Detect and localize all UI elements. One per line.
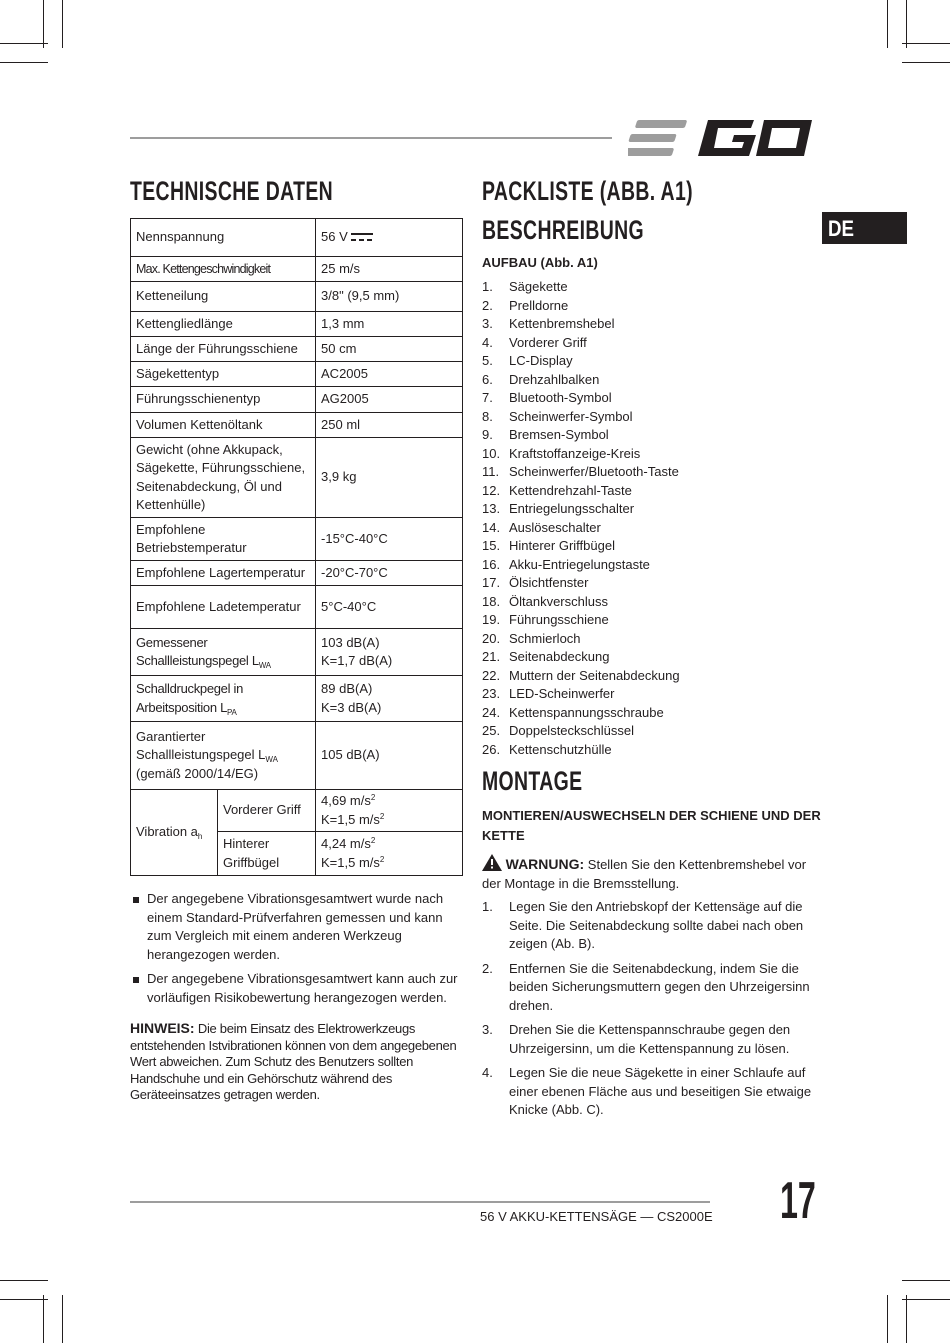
- list-item-label: Führungsschiene: [509, 612, 609, 627]
- list-item-number: 14.: [482, 519, 501, 535]
- table-row: [131, 438, 463, 518]
- list-item-number: 5.: [482, 353, 493, 368]
- table-row: [131, 676, 463, 722]
- spec-label: Sägekettentyp: [131, 362, 316, 387]
- spec-value: 5°C-40°C: [316, 586, 463, 629]
- vibration-front-label: Vorderer Griff: [218, 790, 316, 832]
- spec-value: 103 dB(A) K=1,7 dB(A): [316, 629, 463, 676]
- table-row: [131, 312, 463, 337]
- list-item: [482, 352, 680, 371]
- list-item-label: Kettendrehzahl-Taste: [509, 482, 632, 498]
- spec-value: 25 m/s: [316, 257, 463, 282]
- list-item: [482, 611, 680, 630]
- list-item: [482, 426, 680, 445]
- list-item-label: LED-Scheinwerfer: [509, 686, 615, 701]
- list-item-label: Bluetooth-Symbol: [509, 390, 612, 405]
- list-item-number: 12.: [482, 482, 501, 498]
- step-number: 3.: [482, 1022, 493, 1037]
- list-item: [482, 704, 680, 723]
- spec-value: 1,3 mm: [316, 312, 463, 337]
- list-item: [482, 537, 680, 556]
- list-item-number: 20.: [482, 630, 501, 646]
- spec-label: Kettengliedlänge: [131, 312, 316, 337]
- spec-label: Empfohlene Betriebstemperatur: [131, 518, 316, 561]
- list-item-number: 6.: [482, 371, 493, 387]
- list-item: [482, 408, 680, 427]
- list-item: [482, 278, 680, 297]
- description-title: BESCHREIBUNG: [482, 215, 645, 245]
- table-row: [131, 790, 463, 832]
- vibration-label: Vibration $a_h$: [131, 790, 218, 876]
- technical-data-title: TECHNISCHE DATEN: [130, 176, 334, 206]
- list-item-label: Vorderer Griff: [509, 334, 587, 350]
- parts-list: [482, 278, 680, 759]
- list-item: Der angegebene Vibrationsgesamtwert kann auch zur vorläufigen Risikobewertung herangezogen werden.: [130, 970, 465, 1007]
- table-row: [131, 561, 463, 586]
- list-item: [482, 630, 680, 649]
- footer-rule: [130, 1201, 710, 1203]
- list-item-label: Kettenbremshebel: [509, 316, 615, 331]
- step-number: 1.: [482, 899, 493, 914]
- spec-label: Gemessener Schallleistungspegel $L_{WA}$: [131, 629, 316, 676]
- warning-paragraph: [482, 854, 812, 893]
- spec-label: Volumen Kettenöltank: [131, 413, 316, 438]
- bullet-square-icon: [133, 977, 139, 983]
- spec-value: -20°C-70°C: [316, 561, 463, 586]
- list-item: [482, 722, 680, 741]
- list-item-number: 4.: [482, 334, 493, 350]
- list-item-label: Ölsichtfenster: [509, 575, 589, 590]
- list-item: [482, 667, 680, 686]
- table-row: [131, 586, 463, 629]
- warning-label: WARNUNG:: [505, 856, 585, 872]
- list-item-label: Seitenabdeckung: [509, 649, 610, 664]
- spec-label: Nennspannung: [131, 219, 316, 257]
- spec-table: [130, 218, 463, 876]
- list-item-number: 25.: [482, 723, 501, 738]
- ego-logo: [628, 118, 814, 158]
- list-item-label: Akku-Entriegelungstaste: [509, 556, 650, 572]
- table-row: [131, 362, 463, 387]
- list-item-number: 15.: [482, 538, 501, 553]
- list-item: [482, 648, 680, 667]
- step-number: 2.: [482, 960, 493, 976]
- spec-label: Führungsschienentyp: [131, 387, 316, 413]
- note-text: Die beim Einsatz des Elektrowerkzeugs entstehenden Istvibrationen können von dem angegebenen Wert abweichen. Zum Schutz des Benutzers sollten Handschuhe und ein Gehörschutz während des Geräteeinsatzes getragen werden.: [130, 1021, 457, 1102]
- packing-list-title: PACKLISTE (ABB. A1): [482, 176, 693, 206]
- language-tab-label: DE: [828, 216, 854, 241]
- spec-value: 4,24 $m/s^2$ K=1,5 $m/s^2$: [316, 832, 463, 876]
- list-item: [482, 389, 680, 408]
- vibration-notes: [130, 890, 465, 1013]
- list-item: [482, 334, 680, 353]
- spec-label: Max. Kettengeschwindigkeit: [131, 257, 316, 282]
- list-item: [482, 500, 680, 519]
- list-item-label: Kettenspannungsschraube: [509, 704, 664, 720]
- table-row: [131, 387, 463, 413]
- step-number: 4.: [482, 1065, 493, 1080]
- spec-label: Garantierter Schallleistungspegel $L_{WA}$ (gemäß 2000/14/EG): [131, 722, 316, 790]
- spec-value: 3/8" (9,5 mm): [316, 282, 463, 312]
- list-item-number: 9.: [482, 427, 493, 442]
- table-row: [131, 413, 463, 438]
- spec-label: Empfohlene Lagertemperatur: [131, 561, 316, 586]
- step-item: [482, 1021, 814, 1058]
- step-text: Drehen Sie die Kettenspannschraube gegen den Uhrzeigersinn, um die Kettenspannung zu lösen.: [509, 1022, 791, 1056]
- list-item-label: LC-Display: [509, 353, 573, 368]
- table-row: [131, 629, 463, 676]
- step-text: Legen Sie den Antriebskopf der Kettensäge auf die Seite. Die Seitenabdeckung sollte dabei nach oben zeigen (Ab. B).: [509, 899, 804, 951]
- list-item-label: Bremsen-Symbol: [509, 427, 609, 442]
- list-item: [482, 741, 680, 760]
- list-item-label: Hinterer Griffbügel: [509, 538, 615, 553]
- montage-title: MONTAGE: [482, 766, 583, 796]
- list-item-number: 10.: [482, 445, 501, 461]
- list-item-number: 26.: [482, 741, 501, 757]
- list-item: [482, 371, 680, 390]
- table-row: [131, 337, 463, 362]
- spec-label: Gewicht (ohne Akkupack, Sägekette, Führungsschiene, Seitenabdeckung, Öl und Kettenhülle): [131, 438, 316, 518]
- list-item-label: Öltankverschluss: [509, 593, 608, 609]
- list-item-label: Prelldorne: [509, 297, 569, 313]
- warning-text: Stellen Sie den Kettenbremshebel vor der Montage in die Bremsstellung.: [482, 857, 807, 891]
- footer-product: 56 V AKKU-KETTENSÄGE — CS2000E: [480, 1209, 713, 1224]
- spec-label: Ketteneilung: [131, 282, 316, 312]
- step-item: [482, 1064, 814, 1120]
- spec-value: 105 dB(A): [316, 722, 463, 790]
- list-item: Der angegebene Vibrationsgesamtwert wurde nach einem Standard-Prüfverfahren gemessen und kann zum Vergleich mit einem anderen Werkzeug herangezogen werden.: [130, 890, 465, 964]
- spec-value: 3,9 kg: [316, 438, 463, 518]
- list-item-label: Sägekette: [509, 279, 568, 294]
- list-item-number: 2.: [482, 297, 493, 313]
- spec-value: AC2005: [316, 362, 463, 387]
- bullet-square-icon: [133, 897, 139, 903]
- list-item-label: Muttern der Seitenabdeckung: [509, 667, 680, 683]
- list-item-number: 18.: [482, 593, 501, 609]
- list-item-number: 3.: [482, 316, 493, 331]
- list-item-label: Auslöseschalter: [509, 519, 601, 535]
- spec-value: 56 V: [316, 219, 463, 257]
- warning-icon: [482, 854, 502, 871]
- note-paragraph: [130, 1020, 465, 1104]
- list-item: [482, 574, 680, 593]
- list-item-number: 24.: [482, 704, 501, 720]
- step-item: [482, 898, 814, 954]
- spec-value: -15°C-40°C: [316, 518, 463, 561]
- list-item: [482, 482, 680, 501]
- list-item: [482, 315, 680, 334]
- list-item-number: 1.: [482, 279, 493, 294]
- header-rule: [130, 137, 612, 139]
- list-item-number: 21.: [482, 649, 501, 664]
- spec-value: 89 dB(A) K=3 dB(A): [316, 676, 463, 722]
- spec-label: Empfohlene Ladetemperatur: [131, 586, 316, 629]
- montage-steps: [482, 898, 814, 1126]
- list-item: [482, 556, 680, 575]
- note-label: HINWEIS:: [130, 1020, 195, 1036]
- list-item: [482, 463, 680, 482]
- list-item-number: 11.: [482, 464, 500, 479]
- montage-subheading: MONTIEREN/AUSWECHSELN DER SCHIENE UND DER KETTE: [482, 808, 821, 843]
- list-item: [482, 445, 680, 464]
- table-row: [131, 219, 463, 257]
- list-item-number: 19.: [482, 612, 501, 627]
- list-item-number: 8.: [482, 408, 493, 424]
- list-item-number: 7.: [482, 390, 493, 405]
- list-item: [482, 519, 680, 538]
- spec-value: 50 cm: [316, 337, 463, 362]
- list-item-number: 23.: [482, 686, 501, 701]
- list-item-number: 13.: [482, 501, 501, 516]
- step-text: Legen Sie die neue Sägekette in einer Schlaufe auf einer ebenen Fläche aus und beseitigen Sie etwaige Knicke (Abb. C).: [509, 1065, 812, 1117]
- list-item-label: Kettenschutzhülle: [509, 741, 612, 757]
- list-item-label: Scheinwerfer/Bluetooth-Taste: [509, 464, 679, 479]
- list-item-label: Schmierloch: [509, 630, 581, 646]
- list-item-number: 17.: [482, 575, 501, 590]
- table-row: [131, 518, 463, 561]
- list-item-number: 16.: [482, 556, 501, 572]
- language-tab: [822, 212, 907, 244]
- spec-value: AG2005: [316, 387, 463, 413]
- dc-voltage-icon: [351, 233, 373, 242]
- list-item-label: Drehzahlbalken: [509, 371, 600, 387]
- spec-value: 250 ml: [316, 413, 463, 438]
- list-item-label: Entriegelungsschalter: [509, 501, 635, 516]
- table-row: [131, 257, 463, 282]
- list-item-label: Scheinwerfer-Symbol: [509, 408, 633, 424]
- spec-value: 4,69 $m/s^2$ K=1,5 $m/s^2$: [316, 790, 463, 832]
- list-item: [482, 593, 680, 612]
- list-item: [482, 685, 680, 704]
- list-item-number: 22.: [482, 667, 501, 683]
- vibration-rear-label: Hinterer Griffbügel: [218, 832, 316, 876]
- spec-label: Schalldruckpegel in Arbeitsposition $L_{PA}$: [131, 676, 316, 722]
- table-row: [131, 722, 463, 790]
- page-number: 17: [780, 1172, 816, 1230]
- list-item: [482, 297, 680, 316]
- list-item-label: Kraftstoffanzeige-Kreis: [509, 445, 641, 461]
- spec-label: Länge der Führungsschiene: [131, 337, 316, 362]
- step-text: Entfernen Sie die Seitenabdeckung, indem Sie die beiden Sicherungsmuttern gegen den Uhrzeigersinn drehen.: [509, 960, 810, 1013]
- structure-heading: AUFBAU (Abb. A1): [482, 255, 598, 270]
- table-row: [131, 282, 463, 312]
- list-item-label: Doppelsteckschlüssel: [509, 723, 635, 738]
- step-item: [482, 960, 814, 1016]
